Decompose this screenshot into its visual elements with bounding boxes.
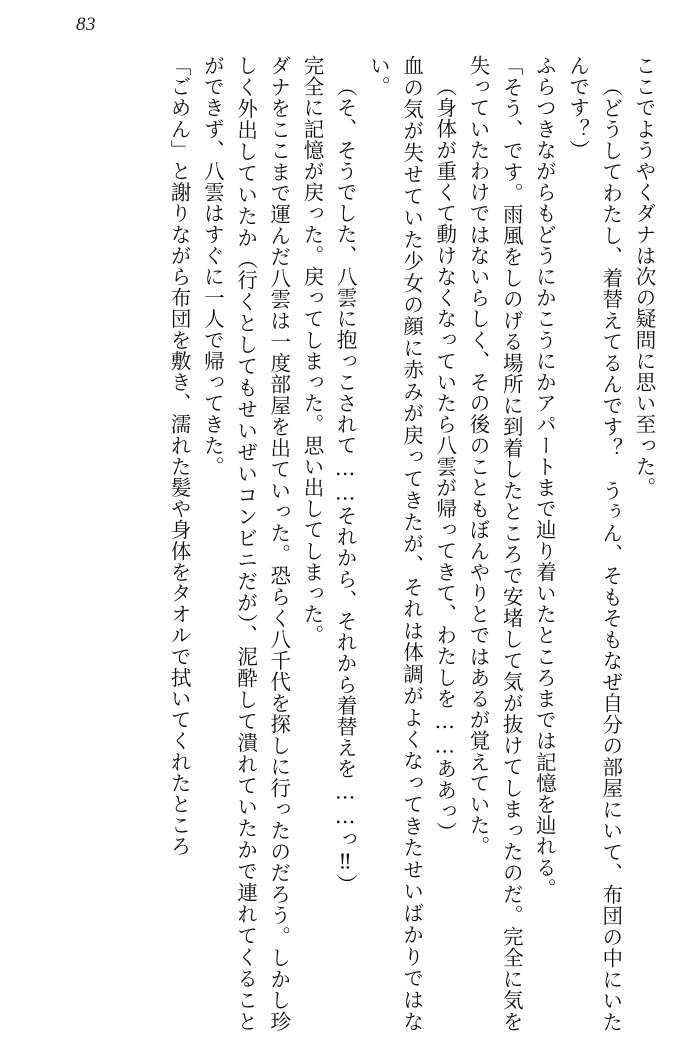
page-text-body <box>34 55 660 1032</box>
paragraph: （どうしてわたし、着替えてるんです？ うぅん、そもそもなぜ自分の部屋にいて、布団の中にいたんです？） <box>565 55 623 1032</box>
paragraph: （そ、そうでした、八雲に抱っこされて……それから、それから着替えを……っ‼） <box>333 75 358 895</box>
paragraph: ふらつきながらもどうにかこうにかアパートまで辿り着いたところまでは記憶を辿れる。 <box>532 55 557 899</box>
paragraph: 血の気が失せていた少女の顔に赤みが戻ってきたが、それは体調がよくなってきたせいばかりではない。 <box>366 55 424 1032</box>
paragraph: ここでようやくダナは次の疑問に思い至った。 <box>632 55 656 499</box>
paragraph: 「ごめん」と謝りながら布団を敷き、濡れた髪や身体をタオルで拭いてくれたところ <box>167 55 192 857</box>
paragraph: ダナをここまで運んだ八雲は一度部屋を出ていった。恐らく八千代を探しに行ったのだろう。しかし珍しく外出していたか（行くとしてもせいぜいコンビニだが）、泥酔して潰れていたかで連れてくることができず、八雲はすぐに一人で帰ってきた。 <box>200 55 291 1032</box>
paragraph: （身体が重くて動けなくなっていたら八雲が帰ってきて、わたしを……ああっ） <box>432 75 457 843</box>
paragraph: 「そう、です。雨風をしのげる場所に到着したところで安堵して気が抜けてしまったのだ。完全に気を失っていたわけではないらしく、その後のこともぼんやりとではあるが覚えていた。 <box>465 55 524 1032</box>
paragraph: 完全に記憶が戻った。戻ってしまった。思い出してしまった。 <box>299 55 324 646</box>
page-number: 83 <box>76 14 96 35</box>
